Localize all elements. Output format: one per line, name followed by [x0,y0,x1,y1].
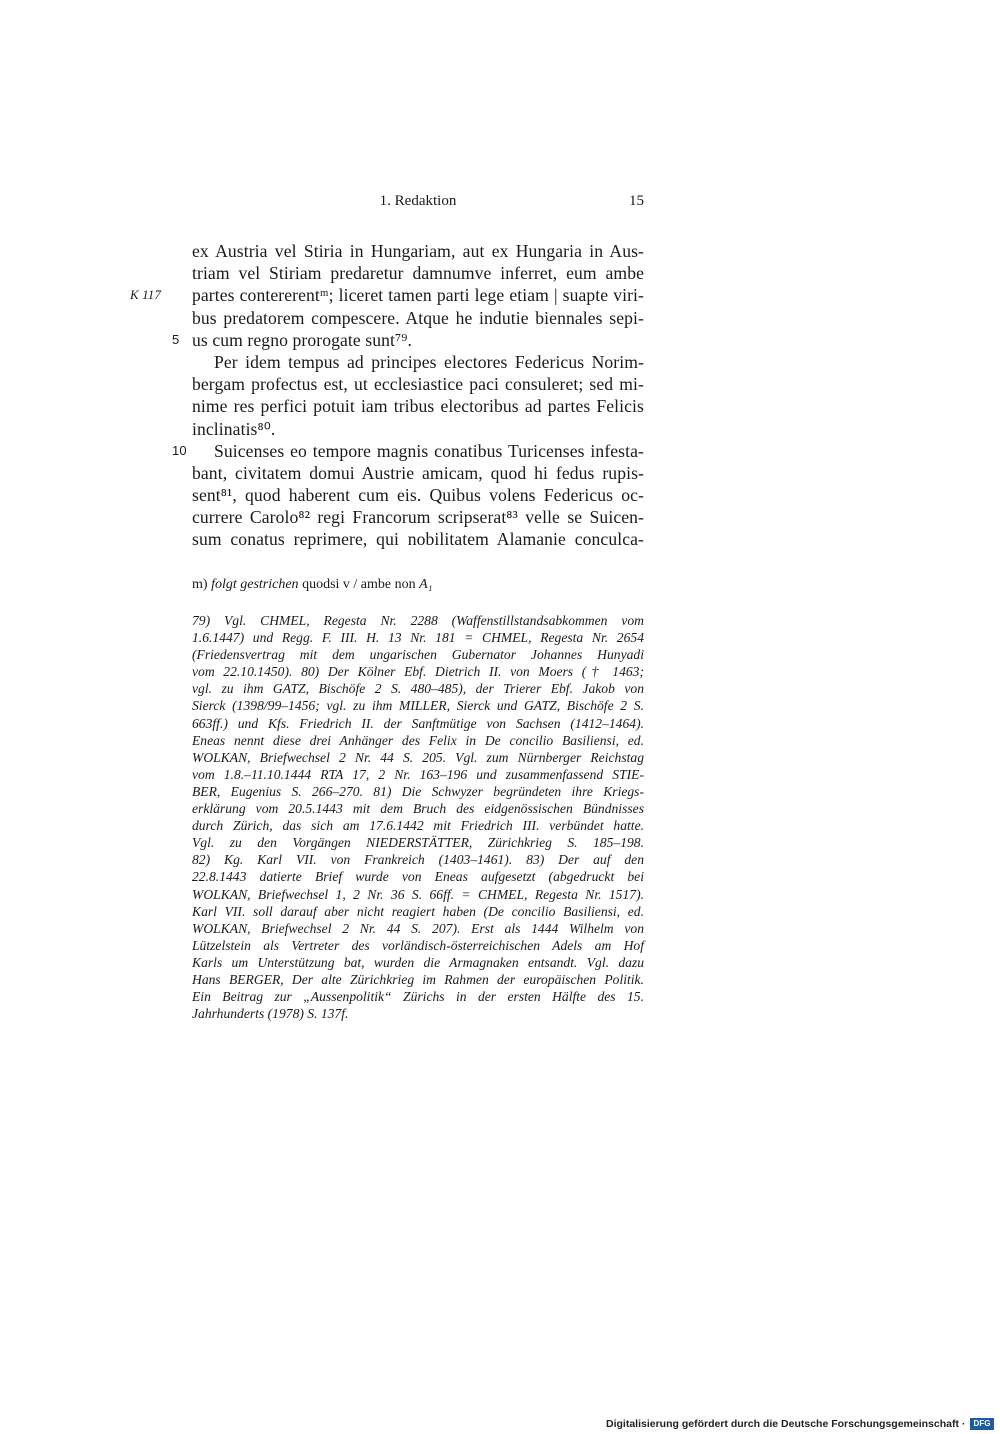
text-line: sum conatus reprimere, qui nobilitatem Alamanie conculca- [192,529,644,550]
footnote-line: Hans BERGER, Der alte Zürichkrieg im Rahmen der europäischen Politik. [192,971,644,987]
footnote-line: vom 1.8.–11.10.1444 RTA 17, 2 Nr. 163–196 und zusammenfassend STIE- [192,766,644,782]
text-line: sent⁸¹, quod haberent cum eis. Quibus volens Federicus oc- [192,485,644,506]
text-line: Per idem tempus ad principes electores Federicus Norim- [214,351,644,372]
line-number: 5 [172,331,180,347]
footnotes [192,612,644,1022]
text-line: 10 Suicenses eo tempore magnis conatibus Turicenses infesta- [172,440,644,461]
main-text [130,240,644,551]
footnote-line: Jahrhunderts (1978) S. 137f. [192,1006,349,1022]
footnote-line: 82) Kg. Karl VII. von Frankreich (1403–1461). 83) Der auf den [192,852,644,868]
text-line: bus predatorem compescere. Atque he indutie biennales sepi- [192,307,644,328]
footnote-line: 22.8.1443 datierte Brief wurde von Eneas aufgesetzt (abgedruckt bei [192,869,644,885]
footnote-line: Eneas nennt diese drei Anhänger des Felix in De concilio Basiliensi, ed. [192,732,644,748]
footnote-line: WOLKAN, Briefwechsel 2 Nr. 44 S. 207). Erst als 1444 Wilhelm von [192,920,644,936]
footnote-line: 1.6.1447) und Regg. F. III. H. 13 Nr. 181 = CHMEL, Regesta Nr. 2654 [192,630,644,646]
footnote-line: WOLKAN, Briefwechsel 1, 2 Nr. 36 S. 66ff. = CHMEL, Regesta Nr. 1517). [192,886,644,902]
text-line: triam vel Stiriam predaretur damnumve inferret, eum ambe [192,263,644,284]
page-number: 15 [629,193,644,209]
text-line: bant, civitatem domui Austrie amicam, quod hi fedus rupis- [192,462,644,483]
text-line: currere Carolo⁸² regi Francorum scripserat⁸³ velle se Suicen- [192,507,644,528]
footnote-line: vom 22.10.1450). 80) Der Kölner Ebf. Dietrich II. von Moers († 1463; [192,664,644,680]
footnote-line: 79) Vgl. CHMEL, Regesta Nr. 2288 (Waffenstillstandsabkommen vom [192,613,644,628]
dfg-logo: DFG [970,1418,994,1430]
footnote-line: durch Zürich, das sich am 17.6.1442 mit Friedrich III. verbündet hatte. [192,818,644,834]
footnote-line: Sierck (1398/99–1456; vgl. zu ihm MILLER, Sierck und GATZ, Bischöfe 2 S. [192,698,644,714]
footnote-line: Karl VII. soll darauf aber nicht reagiert haben (De concilio Basiliensi, ed. [192,903,644,919]
running-head-title: 1. Redaktion [379,193,457,209]
text-line: ex Austria vel Stiria in Hungariam, aut ex Hungaria in Aus- [192,241,644,261]
funding-text: Digitalisierung gefördert durch die Deutsche Forschungsgemeinschaft · [606,1418,966,1430]
footnote-line: vgl. zu ihm GATZ, Bischöfe 2 S. 480–485), der Trierer Ebf. Jakob von [192,681,644,697]
text-line: bergam profectus est, ut ecclesiastice paci consuleret; sed mi- [192,374,644,395]
text-line: inclinatis⁸⁰. [192,418,276,439]
footnote-line: Karls um Unterstützung bat, wurden die Armagnaken entsandt. Vgl. dazu [192,954,644,970]
text-line: nime res perfici potuit iam tribus electoribus ad partes Felicis [192,396,644,417]
margin-reference: K 117 [130,287,161,303]
funding-footer [606,1418,994,1432]
line-number: 10 [172,442,187,458]
text-line: K 117 partes contererentᵐ; liceret tamen parti lege etiam | suapte viri- [130,285,644,306]
footnote-line: BER, Eugenius S. 266–270. 81) Die Schwyzer begründeten ihre Kriegs- [192,783,644,799]
footnote-line: Ein Beitrag zur „Aussenpolitik“ Zürichs in der ersten Hälfte des 15. [192,989,644,1005]
footnote-line: erklärung vom 20.5.1443 mit dem Bruch des eidgenössischen Bündnisses [192,801,644,817]
text-line: 5 us cum regno prorogate sunt⁷⁹. [172,329,412,350]
running-head [192,193,644,215]
footnote-line: WOLKAN, Briefwechsel 2 Nr. 44 S. 205. Vgl. zum Nürnberger Reichstag [192,749,644,765]
footnote-line: (Friedensvertrag mit dem ungarischen Gubernator Johannes Hunyadi [192,647,644,663]
footnote-line: 663ff.) und Kfs. Friedrich II. der Sanftmütige von Sachsen (1412–1464). [192,715,644,731]
critical-apparatus-note: m) folgt gestrichen quodsi v / ambe non A₁ [192,577,433,592]
footnote-line: Lützelstein als Vertreter des vorländisch-österreichischen Adels am Hof [192,937,644,953]
footnote-line: Vgl. zu den Vorgängen NIEDERSTÄTTER, Zürichkrieg S. 185–198. [192,835,644,851]
